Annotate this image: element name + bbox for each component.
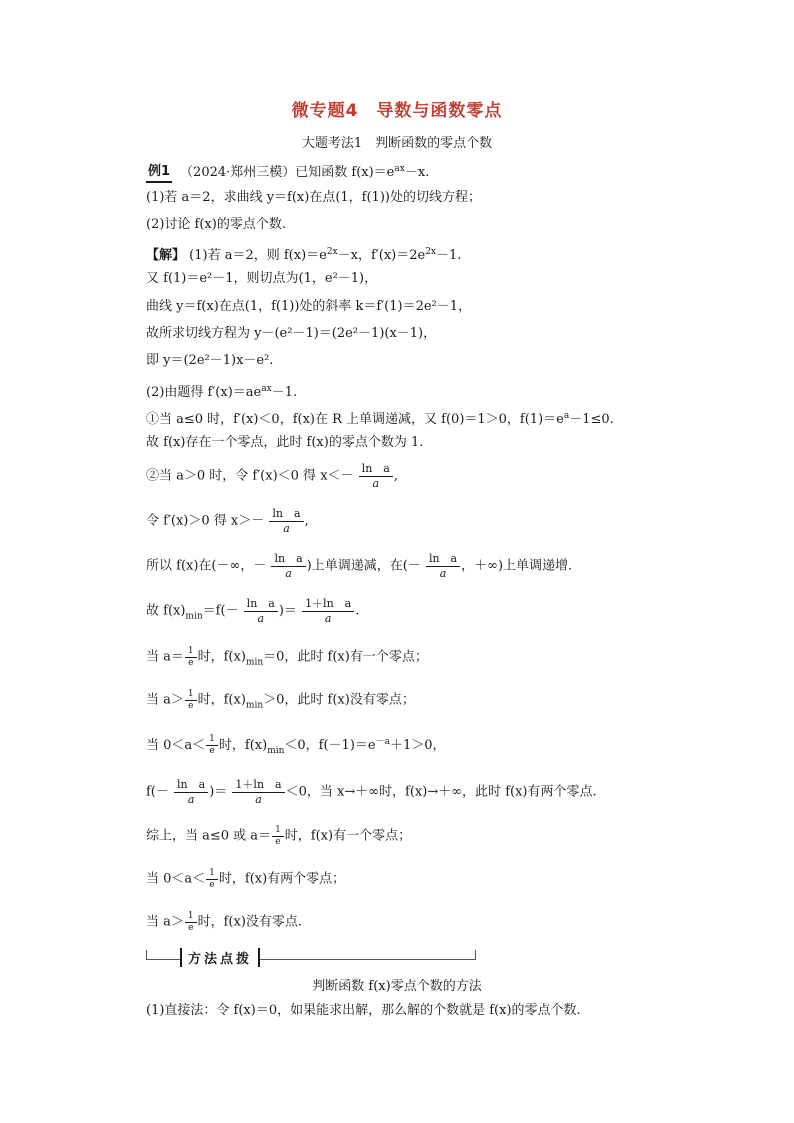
text: 综上，当 a≤0 或 a＝	[146, 828, 272, 844]
text: 时，f(x)有一个零点；	[284, 828, 412, 844]
exp: －a	[375, 737, 390, 747]
numerator: 1	[206, 868, 218, 880]
text: 时，f(x)有两个零点；	[218, 871, 346, 887]
text: ,	[304, 513, 309, 529]
numerator: 1	[185, 646, 197, 658]
numerator: ln a	[359, 462, 393, 477]
text: 当 a＝	[146, 649, 184, 665]
text: 当 a＞	[146, 914, 184, 930]
exp: a	[563, 411, 570, 421]
text: 当 0＜a＜	[146, 737, 206, 753]
denominator: e	[188, 701, 194, 711]
text: f(－	[146, 784, 169, 800]
solution-line-10	[146, 507, 309, 536]
solution-line-8: 故 f(x)存在一个零点，此时 f(x)的零点个数为 1.	[146, 435, 424, 450]
fraction-1-over-e	[206, 734, 218, 757]
text: 所以 f(x)在(－∞，－	[146, 558, 267, 574]
text: 时，f(x)没有零点.	[197, 914, 303, 930]
solution-line-4: 故所求切线方程为 y－(e²－1)＝(2e²－1)(x－1)，	[146, 326, 437, 341]
text: －x，f′(x)＝2e	[337, 247, 426, 263]
text: －1≤0.	[569, 411, 614, 427]
text: ①当 a≤0 时，f′(x)＜0，f(x)在 R 上单调递减，又 f(0)＝1＞0，f(1)＝e	[146, 411, 564, 427]
solution-line-16	[146, 778, 597, 807]
fraction-1-over-e	[272, 825, 284, 848]
text: 令 f′(x)＞0 得 x＞－	[146, 513, 265, 529]
numerator: 1	[185, 911, 197, 923]
subscript: min	[267, 745, 285, 756]
solution-line-14	[146, 689, 415, 715]
text: ＝f(－	[202, 603, 239, 619]
solution-line-7	[146, 407, 614, 429]
denominator: a	[283, 522, 290, 535]
fraction-lna-over-a	[269, 507, 303, 536]
example-statement	[146, 160, 429, 183]
text: )＝	[278, 603, 297, 619]
question-1: (1)若 a＝2，求曲线 y＝f(x)在点(1，f(1))处的切线方程；	[146, 190, 481, 205]
numerator: 1	[206, 734, 218, 746]
text: 时，f(x)	[218, 737, 268, 753]
denominator: a	[372, 477, 380, 490]
fraction-1-over-e	[185, 646, 197, 669]
solution-line-13	[146, 646, 428, 672]
text: ＜0，f(－1)＝e	[284, 737, 376, 753]
text: ②当 a＞0 时，令 f′(x)＜0 得 x＜－	[146, 468, 354, 484]
text: 时，f(x)	[197, 692, 246, 708]
fraction-lna-over-a	[244, 597, 278, 626]
solution-line-9	[146, 462, 398, 491]
solution-line-19	[146, 911, 302, 934]
example-badge: 例1	[146, 163, 172, 183]
numerator: ln a	[244, 597, 278, 612]
subscript: min	[185, 611, 203, 622]
text: ，＋∞)上单调递增.	[461, 558, 573, 574]
fraction-1-over-e	[206, 868, 218, 891]
exp: 2x	[326, 247, 338, 257]
numerator: ln a	[271, 552, 305, 567]
text: ＞0，此时 f(x)没有零点；	[263, 692, 415, 708]
fraction-lna-over-a	[174, 778, 208, 807]
text: 故 f(x)	[146, 603, 186, 619]
exp: 2x	[425, 247, 437, 257]
numerator: 1	[185, 689, 197, 701]
fraction-1-over-e	[185, 689, 197, 712]
method-paragraph-1: (1)直接法：令 f(x)＝0，如果能求出解，那么解的个数就是 f(x)的零点个数.	[146, 1003, 581, 1018]
numerator: 1＋ln a	[232, 778, 284, 793]
denominator: e	[275, 837, 281, 847]
numerator: ln a	[426, 552, 460, 567]
subscript: min	[245, 657, 264, 668]
section-subtitle: 大题考法1 判断函数的零点个数	[301, 136, 493, 151]
text: ＋1＞0，	[389, 737, 446, 753]
solution-line-11	[146, 552, 572, 581]
denominator: a	[439, 567, 447, 580]
solution-line-6	[146, 380, 297, 402]
fraction-lna-over-a	[359, 462, 393, 491]
divider-cap-right	[475, 950, 476, 960]
numerator: ln a	[269, 507, 303, 522]
text: (2)由题得 f′(x)＝ae	[146, 384, 262, 400]
fraction-lna-over-a	[426, 552, 460, 581]
text: 当 a＞	[146, 692, 184, 708]
solution-line-12	[146, 597, 359, 626]
denominator: a	[187, 793, 195, 806]
exp: ax	[261, 384, 272, 394]
solution-line-17	[146, 825, 411, 848]
solution-line-1	[146, 243, 461, 265]
numerator: 1＋ln a	[302, 597, 354, 612]
fraction-lna-over-a	[271, 552, 305, 581]
text: 当 0＜a＜	[146, 871, 206, 887]
denominator: e	[209, 880, 215, 890]
denominator: a	[285, 567, 292, 580]
solution-line-18	[146, 868, 345, 891]
numerator: ln a	[174, 778, 208, 793]
numerator: 1	[272, 825, 284, 837]
method-divider	[146, 950, 476, 967]
denominator: a	[324, 612, 332, 625]
text: －1.	[436, 247, 462, 263]
solution-line-2: 又 f(1)＝e²－1，则切点为(1，e²－1)，	[146, 271, 378, 286]
denominator: e	[188, 923, 194, 933]
text: ＝0，此时 f(x)有一个零点；	[263, 649, 428, 665]
denominator: a	[255, 793, 262, 806]
denominator: e	[188, 658, 194, 668]
text: )＝	[209, 784, 228, 800]
text: .	[355, 603, 360, 619]
solution-line-5: 即 y＝(2e²－1)x－e².	[146, 353, 274, 368]
method-heading: 判断函数 f(x)零点个数的方法	[312, 979, 482, 994]
solution-label: 【解】	[146, 247, 186, 263]
text: ＜0，当 x→＋∞时，f(x)→＋∞，此时 f(x)有两个零点.	[285, 784, 597, 800]
fraction-1-lna-over-a	[232, 778, 284, 807]
text: ,	[393, 468, 398, 484]
question-2: (2)讨论 f(x)的零点个数.	[146, 217, 286, 232]
text: －1.	[271, 384, 298, 400]
text: (1)若 a＝2，则 f(x)＝e	[189, 247, 327, 263]
example-source: （2024·郑州三模）已知函数 f(x)＝e	[180, 164, 395, 180]
exp: ax	[394, 164, 405, 174]
text: )上单调递减，在(－	[306, 558, 421, 574]
fraction-1-over-e	[185, 911, 197, 934]
solution-line-15	[146, 733, 446, 760]
denominator: e	[209, 746, 215, 757]
fraction-1-lna-over-a	[302, 597, 354, 626]
subscript: min	[245, 700, 264, 711]
text: 时，f(x)	[197, 649, 246, 665]
denominator: a	[257, 612, 265, 625]
example-source-tail: －x.	[404, 164, 430, 180]
method-label: 方法点拨	[180, 948, 260, 967]
page-title: 微专题4 导数与函数零点	[291, 101, 503, 121]
divider-cap-left	[146, 950, 147, 960]
solution-line-3: 曲线 y＝f(x)在点(1，f(1))处的斜率 k＝f′(1)＝2e²－1，	[146, 299, 472, 314]
